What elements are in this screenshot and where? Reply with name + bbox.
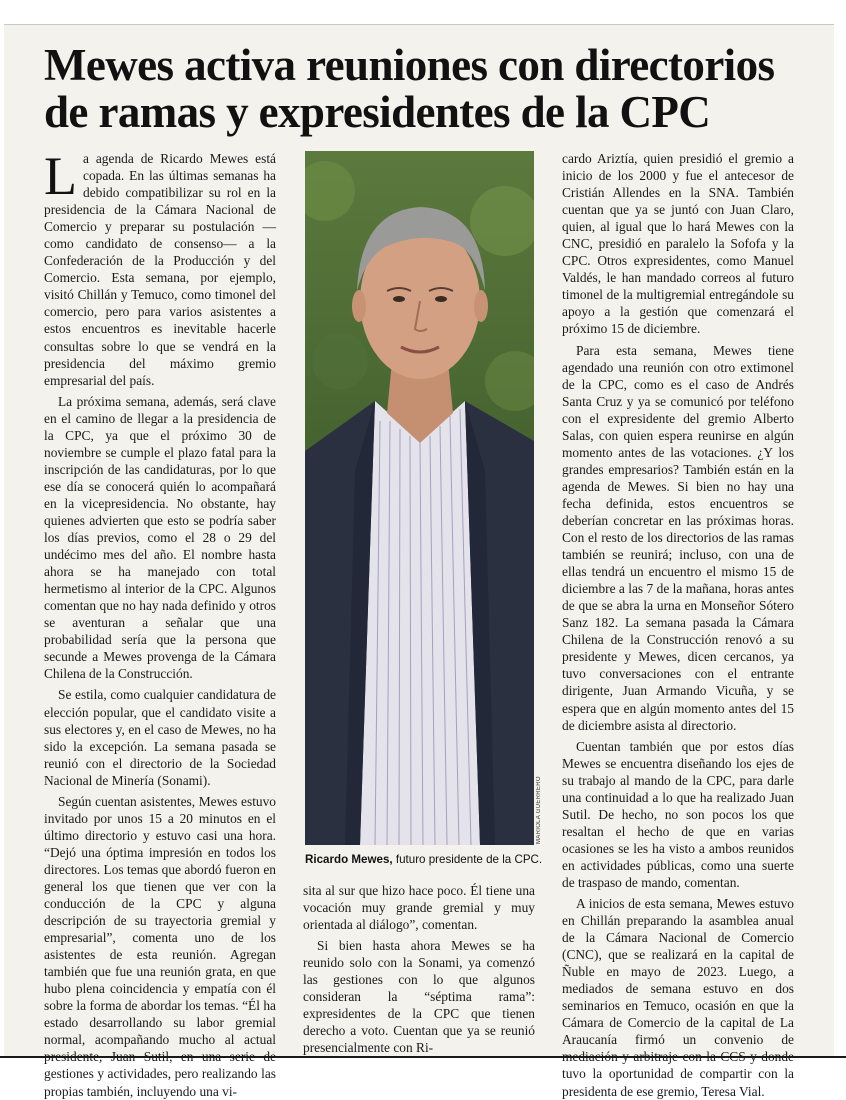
paragraph-9: Cuentan también que por estos días Mewes se encuentra diseñando los ejes de su trabajo al mando de la CPC, para darle una continuidad a lo que ha realizado Juan Sutil. De hecho, no son pocos los que resaltan el hecho de que en varias ocasiones se les ha visto a ambos reunidos en actividades públicas, como una suerte de traspaso de mando, comentan.	[562, 738, 794, 890]
photo-credit: MARIOLA GUERRERO	[536, 776, 542, 844]
paragraph-text: a agenda de Ricardo Mewes está copada. En las últimas semanas ha debido compatibilizar su rol en la presidencia de la Cámara Nacional de Comercio y preparar su postulación —como candidato de consenso— a la Confederación de la Producción y del Comercio. Esta semana, por ejemplo, visitó Chillán y Temuco, como timonel del comercio, pero para varios asistentes a estos encuentros es inevitable hacerle consultas sobre lo que se vendrá en la presidencia del máximo gremio empresarial del país.	[44, 151, 276, 388]
paragraph-5: sita al sur que hizo hace poco. Él tiene una vocación muy grande gremial y muy orientada al diálogo”, comentan.	[303, 883, 535, 933]
paragraph-8: Para esta semana, Mewes tiene agendado una reunión con otro extimonel de la CPC, como es el caso de Andrés Santa Cruz y ya se comunicó por teléfono con el expresidente del gremio Alberto Salas, con quien espera reunirse en algún momento antes de las votaciones. ¿Y los grandes empresarios? También están en la agenda de Mewes. Si bien no hay una fecha definida, estos encuentros se deberían concretar en las próximas horas. Con el resto de los directorios de las ramas también se reunirá; incluso, con una de ellas tendrá un encuentro el mismo 15 de diciembre a las 7 de la mañana, horas antes de que se abra la urna en Monseñor Sótero Sanz 182. La semana pasada la Cámara Chilena de la Construcción renovó a su presidente y Mewes, dicen cercanos, ya tuvo conversaciones con el entrante dirigente, Juan Armando Vicuña, y se espera que en algún momento antes del 15 de diciembre asista al directorio.	[562, 342, 794, 733]
article-column-2	[303, 882, 535, 1056]
paragraph-1	[44, 146, 276, 389]
portrait-illustration	[305, 151, 534, 845]
caption-name: Ricardo Mewes,	[305, 853, 393, 866]
paragraph-2: La próxima semana, además, será clave en el camino de llegar a la presidencia de la CPC, ya que el próximo 30 de noviembre se cumple el plazo fatal para la inscripción de las candidaturas, por lo que ese día se conocerá quién lo acompañará en la vicepresidencia. No obstante, hay quienes advierten que esto se podría saber los días previos, como el 28 o 29 del undécimo mes del año. El nombre hasta ahora se ha manejado con total hermetismo al interior de la CPC. Algunos comentan que no hay nada definido y otros se aventuran a señalar que una probabilidad sería que la persona que secunde a Mewes provenga de la Cámara Chilena de la Construcción.	[44, 393, 276, 682]
paragraph-7: cardo Ariztía, quien presidió el gremio a inicio de los 2000 y fue el antecesor de Cristián Allendes en la SNA. También cuentan que ya se juntó con Juan Claro, quien, al igual que lo hará Mewes con la CNC, presidió en paralelo la Sofofa y la CPC. Otros expresidentes, como Manuel Valdés, le han mandado correos al futuro timonel de la multigremial entregándole su apoyo a la gestión que comenzará el próximo 15 de diciembre.	[562, 151, 794, 337]
drop-cap: L	[44, 146, 77, 206]
paragraph-4: Según cuentan asistentes, Mewes estuvo invitado por unos 15 a 20 minutos en el último directorio y estuvo casi una hora. “Dejó una óptima impresión en todos los directores. Los temas que abordó fueron en general los que tienen que ver con la conducción de la CPC y alguna descripción de su trayectoria gremial y empresarial”, comenta uno de los asistentes de esta reunión. Agregan también que fue una reunión grata, en que hubo plena coincidencia y empatía con él sobre la forma de abordar los temas. “Él ha estado desarrollando su labor gremial normal, acompañando mucho al actual gestiones y actividades, pero realizando las propias también, incluyendo una vi-	[44, 793, 276, 1099]
caption-text: futuro presidente de la CPC.	[392, 853, 543, 866]
portrait-photo	[305, 151, 534, 845]
paragraph-6: Si bien hasta ahora Mewes se ha reunido solo con la Sonami, ya comenzó las gestiones con lo que algunos consideran la “séptima rama”: expresidentes de la CPC que tienen derecho a voto. Cuentan que ya se reunió presencialmente con Ri-	[303, 938, 535, 1056]
paragraph-3: Se estila, como cualquier candidatura de elección popular, que el candidato visite a sus electores y, en el caso de Mewes, no ha sido la excepción. La semana pasada se reunió con el directorio de la Sociedad Nacional de Minería (Sonami).	[44, 687, 276, 788]
bottom-rule	[0, 1056, 846, 1058]
article-column-1	[44, 146, 276, 1100]
paragraph-10: A inicios de esta semana, Mewes estuvo en Chillán preparando la asamblea anual de la Cámara Nacional de Comercio (CNC), que se realizará en la capital de Ñuble en mayo de 2023. Luego, a mediados de semana estuvo en dos seminarios en Temuco, ocasión en que la Cámara de Comercio de la capital de La Araucanía firmó un convenio de tuvo la oportunidad de compartir con la presidenta de ese gremio, Teresa Vial.	[562, 896, 794, 1099]
headline: Mewes activa reuniones con directorios de ramas y expresidentes de la CPC	[44, 40, 775, 137]
photo-caption	[305, 853, 545, 866]
article-column-3	[562, 150, 794, 1100]
